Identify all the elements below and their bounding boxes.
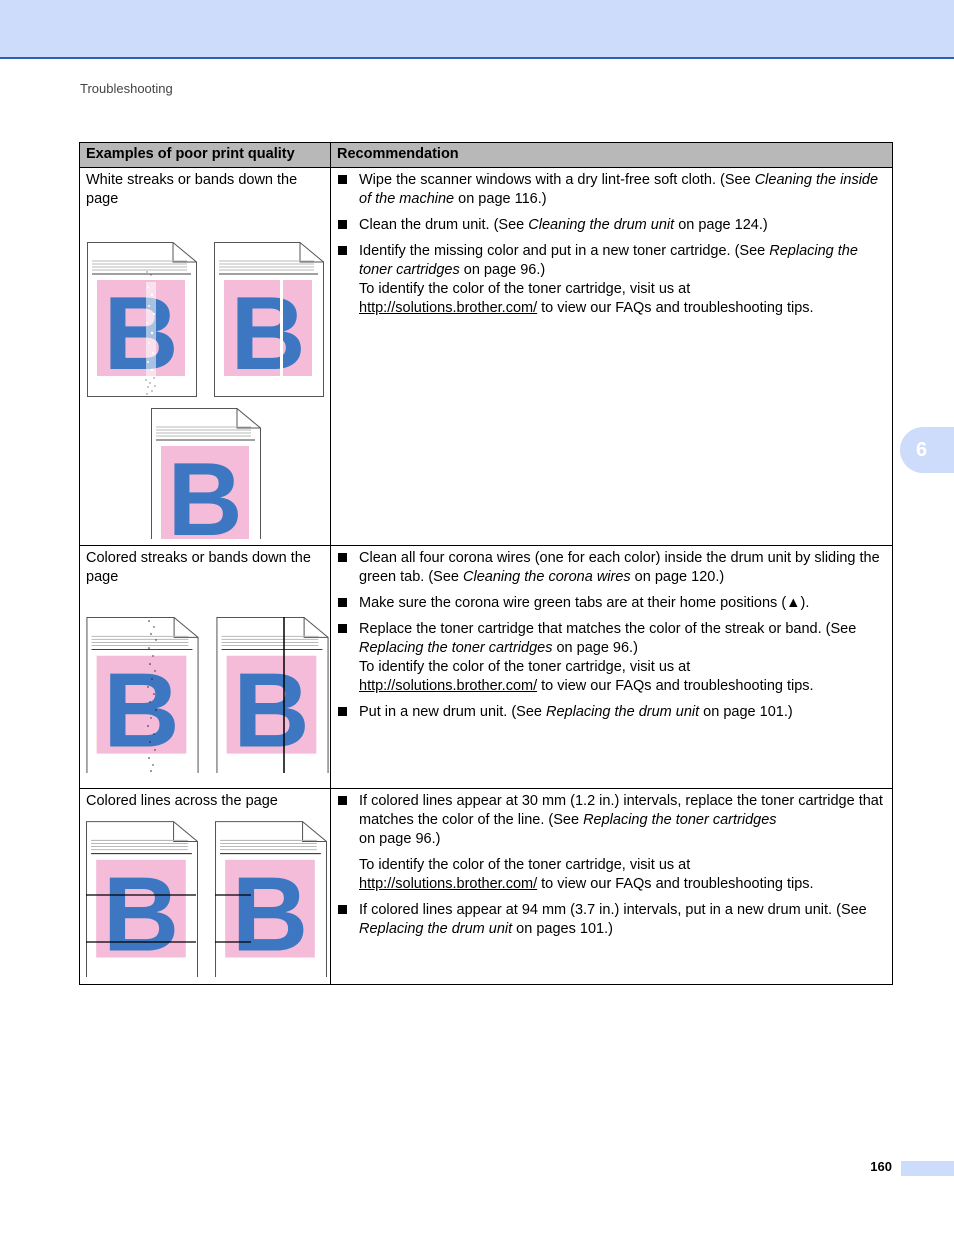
list-item: Make sure the corona wire green tabs are at their home positions (▲).: [337, 594, 886, 613]
white-speckle-band: [146, 282, 156, 376]
column-header-problem: Examples of poor print quality: [80, 143, 331, 168]
colored-streak-illustration: [86, 593, 331, 773]
print-quality-table: [79, 142, 893, 985]
recommendation-list: [337, 549, 886, 722]
recommendation-list: [337, 171, 886, 318]
bullet-square-icon: [338, 707, 347, 716]
list-item: Clean all four corona wires (one for each color) inside the drum unit by sliding the green tab. (See Cleaning the corona wires on page 120.): [337, 549, 886, 587]
chapter-tab[interactable]: 6: [900, 427, 954, 473]
table-row: [80, 546, 893, 789]
bullet-square-icon: [338, 175, 347, 184]
bullet-square-icon: [338, 796, 347, 805]
bullet-square-icon: [338, 220, 347, 229]
problem-cell: [80, 789, 331, 985]
white-streak-illustration: [86, 215, 326, 539]
colored-lines-illustration: [86, 817, 331, 977]
list-item: If colored lines appear at 30 mm (1.2 in.) intervals, replace the toner cartridge that matches the color of the line. (See Replacing the toner cartridges on page 96.) To identify the color of the toner cartridge, visit us at http://solutions.brother.com/ to view our FAQs and troubleshooting tips.: [337, 792, 886, 894]
list-item: Identify the missing color and put in a new toner cartridge. (See Replacing the toner cartridges on page 96.) To identify the color of the toner cartridge, visit us at http://solutions.brother.com/ to view our FAQs and troubleshooting tips.: [337, 242, 886, 318]
table-header-row: [80, 143, 893, 168]
problem-text: Colored streaks or bands down the page: [86, 550, 311, 585]
header-rule: [0, 57, 954, 59]
white-line-band: [280, 277, 283, 377]
bullet-square-icon: [338, 624, 347, 633]
page-number-tab: [901, 1161, 954, 1176]
running-header: Troubleshooting: [80, 81, 173, 96]
solutions-link[interactable]: http://solutions.brother.com/: [359, 300, 538, 316]
recommendation-cell: [331, 789, 893, 985]
bullet-square-icon: [338, 553, 347, 562]
column-header-recommendation: Recommendation: [331, 143, 893, 168]
problem-cell: [80, 546, 331, 789]
list-item: Clean the drum unit. (See Cleaning the drum unit on page 124.): [337, 216, 886, 235]
list-item: Wipe the scanner windows with a dry lint-free soft cloth. (See Cleaning the inside of the machine on page 116.): [337, 171, 886, 209]
triangle-up-icon: ▲: [786, 595, 801, 611]
problem-text: White streaks or bands down the page: [86, 172, 298, 207]
problem-text: Colored lines across the page: [86, 793, 278, 809]
header-band: [0, 0, 954, 57]
table-row: [80, 168, 893, 546]
list-item: If colored lines appear at 94 mm (3.7 in.) intervals, put in a new drum unit. (See Replacing the drum unit on pages 101.): [337, 901, 886, 939]
bullet-square-icon: [338, 246, 347, 255]
solutions-link[interactable]: http://solutions.brother.com/: [359, 678, 538, 694]
bullet-square-icon: [338, 598, 347, 607]
list-item: Replace the toner cartridge that matches the color of the streak or band. (See Replacing the toner cartridges on page 96.) To identify the color of the toner cartridge, visit us at http://solutions.brother.com/ to view our FAQs and troubleshooting tips.: [337, 620, 886, 696]
list-item: Put in a new drum unit. (See Replacing the drum unit on page 101.): [337, 703, 886, 722]
page-number: 160: [870, 1159, 892, 1174]
solutions-link[interactable]: http://solutions.brother.com/: [359, 876, 538, 892]
recommendation-list: [337, 792, 886, 939]
problem-cell: [80, 168, 331, 546]
table-row: [80, 789, 893, 985]
recommendation-cell: [331, 546, 893, 789]
recommendation-cell: [331, 168, 893, 546]
bullet-square-icon: [338, 905, 347, 914]
